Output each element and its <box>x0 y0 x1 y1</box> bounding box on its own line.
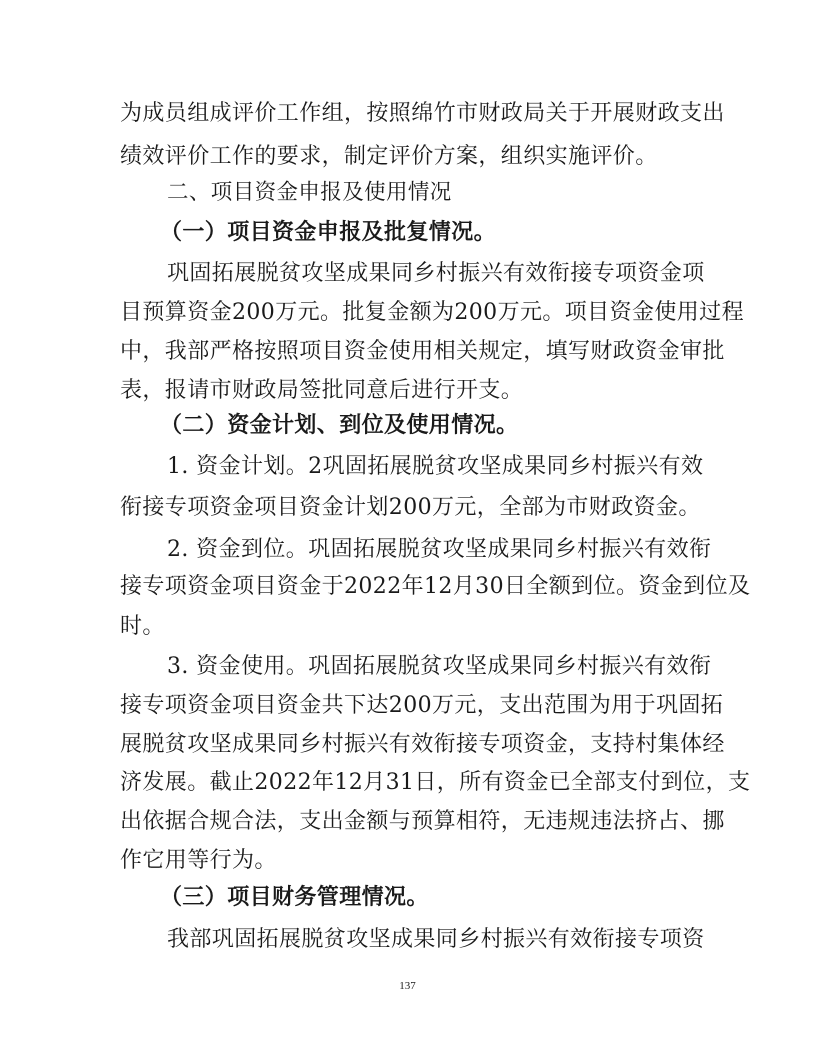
paragraph-line: 绩效评价工作的要求，制定评价方案，组织实施评价。 <box>120 144 658 169</box>
paragraph-line: 2. 资金到位。巩固拓展脱贫攻坚成果同乡村振兴有效衔 <box>167 537 712 562</box>
subsection-heading: （三）项目财务管理情况。 <box>160 885 429 910</box>
paragraph-line: 中，我部严格按照项目资金使用相关规定，填写财政资金审批 <box>120 339 725 364</box>
paragraph-line: 巩固拓展脱贫攻坚成果同乡村振兴有效衔接专项资金项 <box>167 261 705 286</box>
paragraph-line: 济发展。截止2022年12月31日，所有资金已全部支付到位，支 <box>120 770 751 795</box>
paragraph-line: 衔接专项资金项目资金计划200万元，全部为市财政资金。 <box>120 495 701 520</box>
paragraph-line: 展脱贫攻坚成果同乡村振兴有效衔接专项资金，支持村集体经 <box>120 732 725 757</box>
paragraph-line: 我部巩固拓展脱贫攻坚成果同乡村振兴有效衔接专项资 <box>167 927 705 952</box>
paragraph-line: 1. 资金计划。2巩固拓展脱贫攻坚成果同乡村振兴有效 <box>167 454 704 479</box>
paragraph-line: 目预算资金200万元。批复金额为200万元。项目资金使用过程 <box>120 300 744 325</box>
paragraph-line: 时。 <box>120 614 165 639</box>
subsection-heading: （一）项目资金申报及批复情况。 <box>160 220 497 245</box>
paragraph-line: 表，报请市财政局签批同意后进行开支。 <box>120 378 524 403</box>
section-heading: 二、项目资金申报及使用情况 <box>167 180 452 205</box>
paragraph-line: 作它用等行为。 <box>120 848 277 873</box>
page-number: 137 <box>399 980 416 992</box>
subsection-heading: （二）资金计划、到位及使用情况。 <box>160 413 519 438</box>
paragraph-line: 接专项资金项目资金共下达200万元，支出范围为用于巩固拓 <box>120 693 724 718</box>
paragraph-line: 为成员组成评价工作组，按照绵竹市财政局关于开展财政支出 <box>120 101 725 126</box>
paragraph-line: 出依据合规合法，支出金额与预算相符，无违规违法挤占、挪 <box>120 809 725 834</box>
paragraph-line: 3. 资金使用。巩固拓展脱贫攻坚成果同乡村振兴有效衔 <box>167 654 712 679</box>
paragraph-line: 接专项资金项目资金于2022年12月30日全额到位。资金到位及 <box>120 574 751 599</box>
